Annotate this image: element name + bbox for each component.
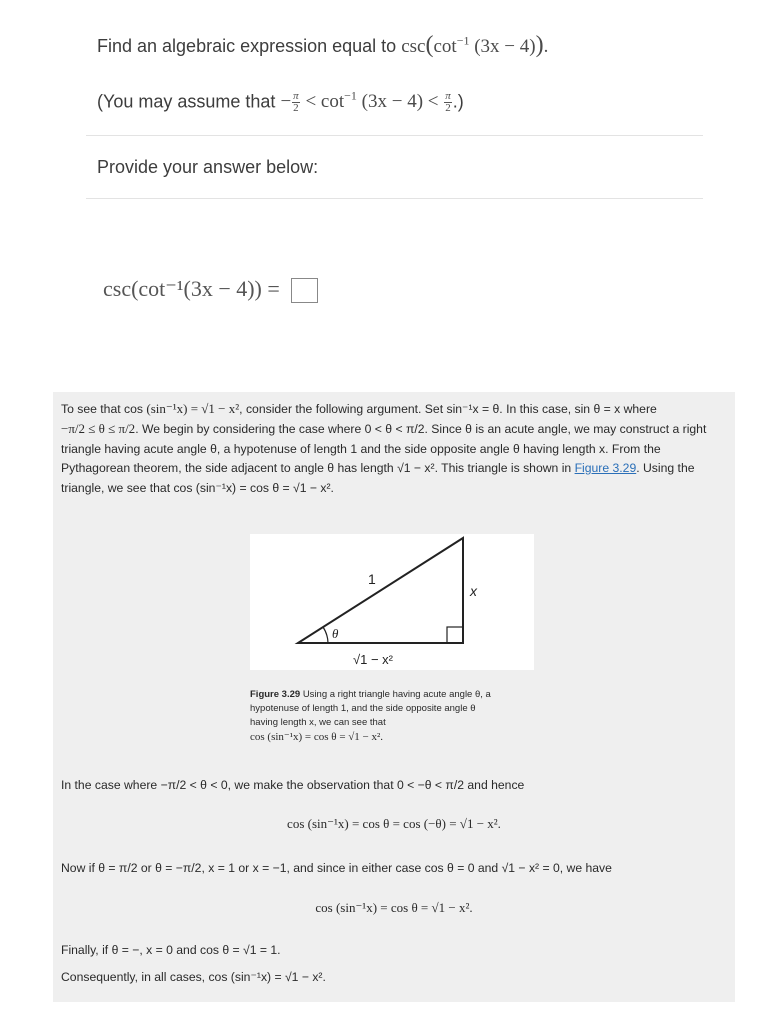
divider: [86, 135, 703, 136]
answer-lhs: csc(cot⁻¹(3x − 4)) =: [103, 276, 280, 301]
adjacent-label: √1 − x²: [353, 652, 394, 667]
explanation-line: −π/2 ≤ θ ≤ π/2. We begin by considering the case where 0 < θ < π/2. Since θ is an acute angle, we may construct a right: [61, 421, 707, 436]
equation: cos (sin⁻¹x) = cos θ = √1 − x².: [315, 900, 473, 915]
explanation-line: Finally, if θ = −, x = 0 and cos θ = √1 = 1.: [61, 943, 281, 957]
question-assumption: (You may assume that − $\frac{\pi}{2}$ < $\cot^{-1} (3x - 4)$ < $\frac{\pi}{2}$ .): [97, 89, 464, 115]
explanation-line: In the case where −π/2 < θ < 0, we make the observation that 0 < −θ < π/2 and hence: [61, 778, 525, 792]
explanation-line: triangle, we see that cos (sin⁻¹x) = cos θ = √1 − x².: [61, 481, 334, 495]
angle-arc: [323, 627, 328, 643]
explanation-line: Consequently, in all cases, cos (sin⁻¹x) = √1 − x².: [61, 970, 326, 984]
answer-input[interactable]: [291, 278, 318, 303]
figure-link[interactable]: Figure 3.29: [574, 461, 637, 475]
right-angle-marker: [447, 627, 463, 643]
equation: cos (sin⁻¹x) = cos θ = cos (−θ) = √1 − x².: [287, 816, 501, 831]
question-prompt: [97, 32, 548, 59]
figure-caption: Figure 3.29 Using a right triangle having acute angle θ, a hypotenuse of length 1, and the side opposite angle θ having length x, we can see that cos (sin⁻¹x) = cos θ = √1 − x².: [250, 689, 491, 743]
answer-row: [103, 276, 318, 303]
triangle-diagram: [250, 534, 534, 670]
prompt-text: Find an algebraic expression equal to: [97, 36, 397, 56]
prompt-expression: $\csc(\cot^{-1}$ (3x − 4)).: [401, 32, 549, 58]
opposite-label: x: [470, 583, 477, 599]
explanation-line: To see that cos (sin⁻¹x) = √1 − x², consider the following argument. Set sin⁻¹x = θ. In this case, sin θ = x where: [61, 401, 657, 416]
angle-label: θ: [332, 626, 339, 641]
divider: [86, 198, 703, 199]
explanation-panel: [53, 392, 735, 1002]
explanation-line: triangle having acute angle θ, a hypotenuse of length 1 and the side opposite angle θ having length x. From the: [61, 442, 661, 456]
figure-3-29: [250, 534, 534, 670]
answer-heading: Provide your answer below:: [97, 157, 319, 177]
hypotenuse-label: 1: [368, 571, 376, 587]
explanation-line: Pythagorean theorem, the side adjacent to angle θ has length √1 − x². This triangle is shown in Figure 3.29. Using the: [61, 461, 695, 475]
explanation-line: Now if θ = π/2 or θ = −π/2, x = 1 or x = −1, and since in either case cos θ = 0 and √1 − x² = 0, we have: [61, 861, 612, 875]
